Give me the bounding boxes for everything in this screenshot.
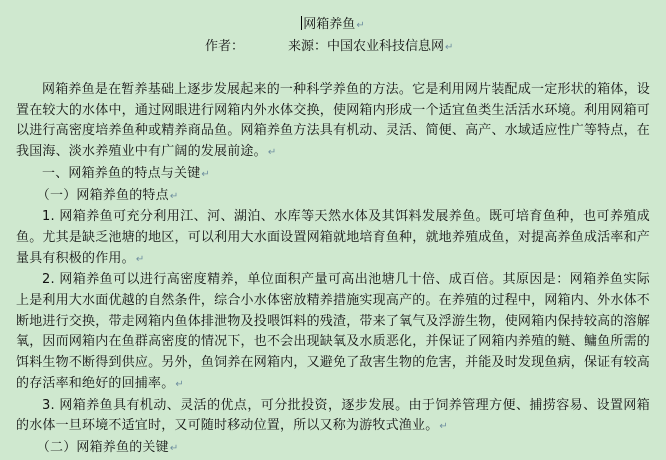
paragraph-mark-icon: ↵	[201, 168, 210, 180]
heading-text: 一、网箱养鱼的特点与关键	[42, 165, 201, 181]
subsection-heading	[16, 186, 650, 208]
paragraph-mark-icon: ↵	[267, 147, 277, 159]
document-title: 网箱养鱼	[303, 17, 356, 32]
section-heading	[16, 164, 650, 186]
heading-text: （二）网箱养鱼的关键	[36, 439, 169, 455]
paragraph	[16, 207, 650, 270]
paragraph-text: 3. 网箱养鱼具有机动、灵活的优点，可分批投资，逐步发展。由于饲养管理方便、捕捞容易、设置网箱的水体一旦环境不适宜时，又可随时移动位置，所以又称为游牧式渔业。	[16, 397, 650, 434]
document-title-line	[0, 16, 666, 35]
paragraph	[16, 396, 650, 438]
subsection-heading	[16, 438, 650, 460]
source-label: 来源：中国农业科技信息网	[288, 39, 445, 54]
paragraph-mark-icon: ↵	[439, 421, 448, 433]
paragraph-text: 2. 网箱养鱼可以进行高密度精养，单位面积产量可高出池塘几十倍、成百倍。其原因是：网箱养鱼实际上是利用大水面优越的自然条件，综合小水体密放精养措施实现高产的。在养殖的过程中，网箱内、外水体不断地进行交换，带走网箱内鱼体排泄物及投喂饵料的残渣，带来了氧气及浮游生物，使网箱内保持较高的溶解氧，因而网箱内在鱼群高密度的情况下，也不会出现缺氧及水质恶化，并保证了网箱内养殖的鲢、鳙鱼所需的饵料生物不断得到供应。另外，鱼饲养在网箱内，又避免了敌害生物的危害，并能及时发现鱼病，保证有较高的存活率和绝好的回捕率。	[16, 272, 650, 391]
paragraph	[16, 80, 650, 164]
paragraph-text: 网箱养鱼是在暂养基础上逐步发展起来的一种科学养鱼的方法。它是利用网片装配成一定形状的箱体，设置在较大的水体中，通过网眼进行网箱内外水体交换，使网箱内形成一个适宜鱼类生活活水环境。利用网箱可以进行高密度培养鱼种或精养商品鱼。网箱养鱼方法具有机动、灵活、简便、高产、水域适应性广等特点，在我国海、淡水养殖业中有广阔的发展前途。	[16, 82, 650, 160]
paragraph	[16, 270, 650, 395]
author-label: 作者：	[205, 39, 245, 54]
heading-text: （一）网箱养鱼的特点	[36, 187, 169, 203]
paragraph-mark-icon: ↵	[175, 378, 184, 390]
paragraph-mark-icon: ↵	[169, 190, 179, 202]
byline	[205, 38, 453, 57]
paragraph-mark-icon: ↵	[445, 42, 454, 53]
paragraph-mark-icon: ↵	[356, 20, 365, 31]
paragraph-mark-icon: ↵	[169, 442, 179, 454]
paragraph-text: 1. 网箱养鱼可充分利用江、河、湖泊、水库等天然水体及其饵料发展养鱼。既可培育鱼种，也可养殖成鱼。尤其是缺乏池塘的地区，可以利用大水面设置网箱就地培育鱼种，就地养殖成鱼，对提高养鱼成活率和产量具有积极的作用。	[16, 209, 650, 266]
paragraph-mark-icon: ↵	[135, 253, 145, 265]
document-body	[16, 80, 650, 460]
